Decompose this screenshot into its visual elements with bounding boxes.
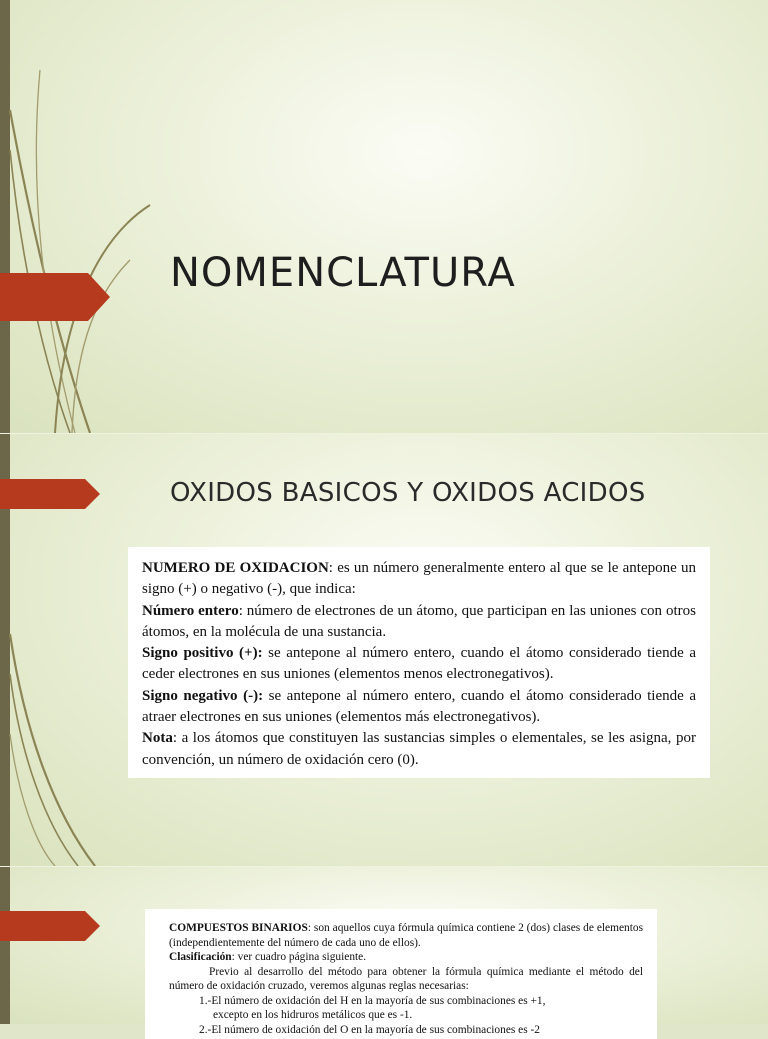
definition-paragraph: Número entero: número de electrones de un átomo, que participan en las uniones con otros átomos, en la molécula de una sustancia. <box>142 602 696 640</box>
rule-item: 2.-El número de oxidación del O en la mayoría de sus combinaciones es -2 <box>199 1023 540 1036</box>
scanned-binary-compounds-image <box>145 909 657 1039</box>
slide-title: OXIDOS BASICOS Y OXIDOS ACIDOS <box>170 478 646 508</box>
definition-paragraph: NUMERO DE OXIDACION: es un número generalmente entero al que se le antepone un signo (+) o negativo (-), que indica: <box>142 560 696 598</box>
definition-paragraph: Signo positivo (+): se antepone al número entero, cuando el átomo considerado tiende a ceder electrones en sus uniones (elementos menos electronegativos). <box>142 645 696 683</box>
rule-item: 1.-El número de oxidación del H en la mayoría de sus combinaciones es +1, <box>199 994 546 1007</box>
scanned-definitions-image <box>128 547 710 778</box>
definition-paragraph: Nota: a los átomos que constituyen las sustancias simples o elementales, se les asigna, por convención, un número de oxidación cero (0). <box>142 730 696 768</box>
binarios-paragraph: COMPUESTOS BINARIOS: son aquellos cuya fórmula química contiene 2 (dos) clases de elementos (independientemente del número de cada uno de ellos). <box>169 922 643 949</box>
slide-1 <box>0 0 768 433</box>
rule-item-continuation: excepto en los hidruros metálicos que es -1. <box>213 1009 413 1021</box>
slide-3 <box>0 867 768 1036</box>
definition-paragraph: Signo negativo (-): se antepone al número entero, cuando el átomo considerado tiende a atraer electrones en sus uniones (elementos más electronegativos). <box>142 687 696 726</box>
intro-paragraph: Previo al desarrollo del método para obtener la fórmula química mediante el método del número de oxidación cruzado, veremos algunas reglas necesarias: <box>169 965 643 992</box>
slide-2 <box>0 434 768 866</box>
accent-arrow-shape <box>0 479 100 509</box>
slide-left-bar <box>0 867 10 1024</box>
clasificacion-paragraph: Clasificación: ver cuadro página siguiente. <box>169 951 367 963</box>
slide-title: NOMENCLATURA <box>170 250 516 296</box>
swoosh-decoration <box>0 0 150 433</box>
accent-arrow-shape <box>0 911 100 941</box>
accent-arrow-shape <box>0 273 110 321</box>
